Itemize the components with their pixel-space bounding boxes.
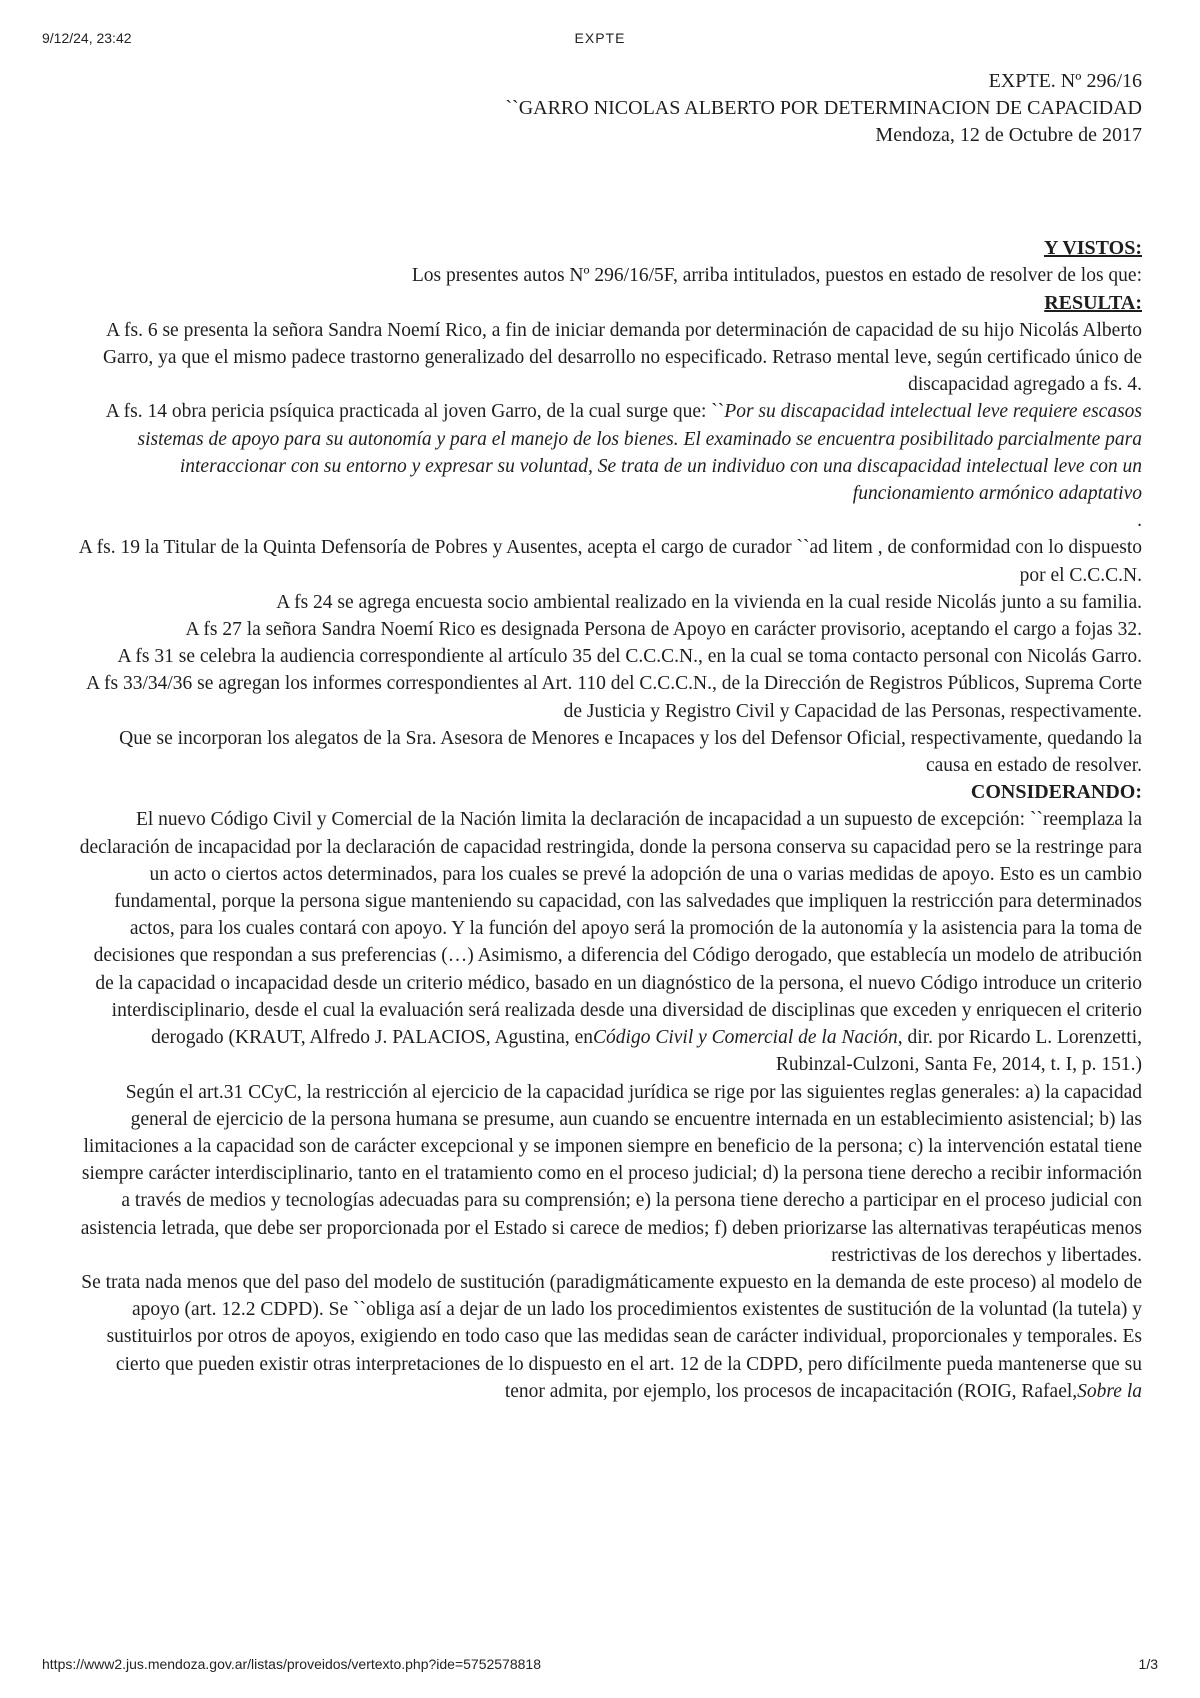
case-caption: ``GARRO NICOLAS ALBERTO POR DETERMINACION DE CAPACIDAD [505, 97, 1142, 119]
document-body [75, 68, 1142, 1405]
print-datetime: 9/12/24, 23:42 [42, 30, 132, 46]
vistos-heading: Y VISTOS: [1043, 237, 1142, 260]
print-title: EXPTE [574, 30, 626, 46]
case-header [75, 68, 1142, 122]
resulta-paragraph: Que se incorporan los alegatos de la Sra. Asesora de Menores e Incapaces y los del Defensor Oficial, respectivamente, quedando la causa en estado de resolver. [119, 727, 1142, 777]
text-run: Se trata nada menos que del paso del modelo de sustitución (paradigmáticamente expuesto en la demanda de este proceso) al modelo de apoyo (art. 12.2 CDPD). Se ``obliga así a dejar de un lado los procedimientos existentes de sustitución de la voluntad (la tutela) y sustituirlos por otros de apoyos, exigiendo en todo caso que las medidas sean de carácter individual, proporcionales y temporales. Es cierto que pueden existir otras interpretaciones de lo dispuesto en el art. 12 de la CDPD, pero difícilmente pueda mantenerse que su tenor admita, por ejemplo, los procesos de incapacitación (ROIG, Rafael, [81, 1271, 1142, 1402]
spacer [75, 149, 1142, 235]
resulta-paragraph: A fs. 6 se presenta la señora Sandra Noemí Rico, a fin de iniciar demanda por determinación de capacidad de su hijo Nicolás Alberto Garro, ya que el mismo padece trastorno generalizado del desarrollo no especificado. Retraso mental leve, según certificado único de discapacidad agregado a fs. 4. [102, 319, 1142, 396]
print-footer [0, 1656, 1200, 1676]
text-run: El nuevo Código Civil y Comercial de la Nación limita la declaración de incapacidad a un supuesto de excepción: ``reemplaza la declaración de incapacidad por la declaración de capacidad restringida, donde la persona conserva su capacidad pero se la restringe para un acto o ciertos actos determinados, para los cuales se prevé la adopción de una o varias medidas de apoyo. Esto es un cambio fundamental, porque la persona sigue manteniendo su capacidad, con las salvedades que impliquen la restricción para determinados actos, para los cuales contará con apoyo. Y la función del apoyo será la promoción de la autonomía y la asistencia para la toma de decisiones que respondan a sus preferencias (…) Asimismo, a diferencia del Código derogado, que establecía un modelo de atribución de la capacidad o incapacidad desde un criterio médico, basado en un diagnóstico de la persona, el nuevo Código introduce un criterio interdisciplinario, desde el cual la evaluación será realizada desde una diversidad de disciplinas que exceden y enriquecen el criterio derogado (KRAUT, Alfredo J. PALACIOS, Agustina, en [79, 809, 1142, 1049]
citation-italic: Sobre la [1077, 1380, 1142, 1402]
resulta-paragraph: A fs. 19 la Titular de la Quinta Defensoría de Pobres y Ausentes, acepta el cargo de curador ``ad litem , de conformidad con lo dispuesto por el C.C.C.N. [78, 537, 1142, 586]
text-run: . [1137, 510, 1142, 532]
considerando-paragraph: Según el art.31 CCyC, la restricción al ejercicio de la capacidad jurídica se rige por las siguientes reglas generales: a) la capacidad general de ejercicio de la persona humana se presume, aun cuando se encuentre internada en un establecimiento asistencial; b) las limitaciones a la capacidad son de carácter excepcional y se imponen siempre en beneficio de la persona; c) la intervención estatal tiene siempre carácter interdisciplinario, tanto en el tratamiento como en el proceso judicial; d) la persona tiene derecho a recibir información a través de medios y tecnologías adecuadas para su comprensión; e) la persona tiene derecho a participar en el proceso judicial con asistencia letrada, que debe ser proporcionada por el Estado si carece de medios; f) deben priorizarse las alternativas terapéuticas menos restrictivas de los derechos y libertades. [80, 1081, 1142, 1266]
resulta-paragraph: A fs 31 se celebra la audiencia correspondiente al artículo 35 del C.C.C.N., en la cual se toma contacto personal con Nicolás Garro. [117, 646, 1142, 668]
considerando-paragraph [75, 806, 1142, 1078]
resulta-paragraph: A fs 33/34/36 se agregan los informes correspondientes al Art. 110 del C.C.C.N., de la Dirección de Registros Públicos, Suprema Corte de Justicia y Registro Civil y Capacidad de las Personas, respectivamente. [86, 673, 1142, 722]
vistos-paragraph: Los presentes autos Nº 296/16/5F, arriba intitulados, puestos en estado de resolver de los que: [411, 265, 1142, 287]
citation-italic: Código Civil y Comercial de la Nación [593, 1027, 898, 1049]
resulta-paragraph: A fs 27 la señora Sandra Noemí Rico es designada Persona de Apoyo en carácter provisorio, aceptando el cargo a fojas 32. [185, 619, 1142, 641]
print-header [0, 30, 1200, 50]
resulta-heading: RESULTA: [1044, 291, 1142, 314]
resulta-paragraph [75, 398, 1142, 534]
quote-italic: Por su discapacidad intelectual leve requiere escasos sistemas de apoyo para su autonomía y para el manejo de los bienes. El examinado se encuentra posibilitado parcialmente para interaccionar con su entorno y expresar su voluntad, Se trata de un individuo con una discapacidad intelectual leve con un funcionamiento armónico adaptativo [137, 401, 1142, 505]
resulta-paragraph: A fs 24 se agrega encuesta socio ambiental realizado en la vivienda en la cual reside Nicolás junto a su familia. [276, 591, 1142, 613]
page-number: 1/3 [1138, 1656, 1158, 1672]
document-date: Mendoza, 12 de Octubre de 2017 [875, 124, 1142, 146]
print-url: https://www2.jus.mendoza.gov.ar/listas/proveidos/vertexto.php?ide=5752578818 [42, 1656, 541, 1672]
considerando-paragraph [75, 1269, 1142, 1405]
text-run: , dir. por Ricardo L. Lorenzetti, Rubinzal-Culzoni, Santa Fe, 2014, t. I, p. 151.) [775, 1027, 1142, 1076]
case-number: EXPTE. Nº 296/16 [988, 70, 1142, 92]
text-run: A fs. 14 obra pericia psíquica practicada al joven Garro, de la cual surge que: `` [105, 401, 725, 423]
considerando-heading: CONSIDERANDO: [970, 781, 1142, 804]
